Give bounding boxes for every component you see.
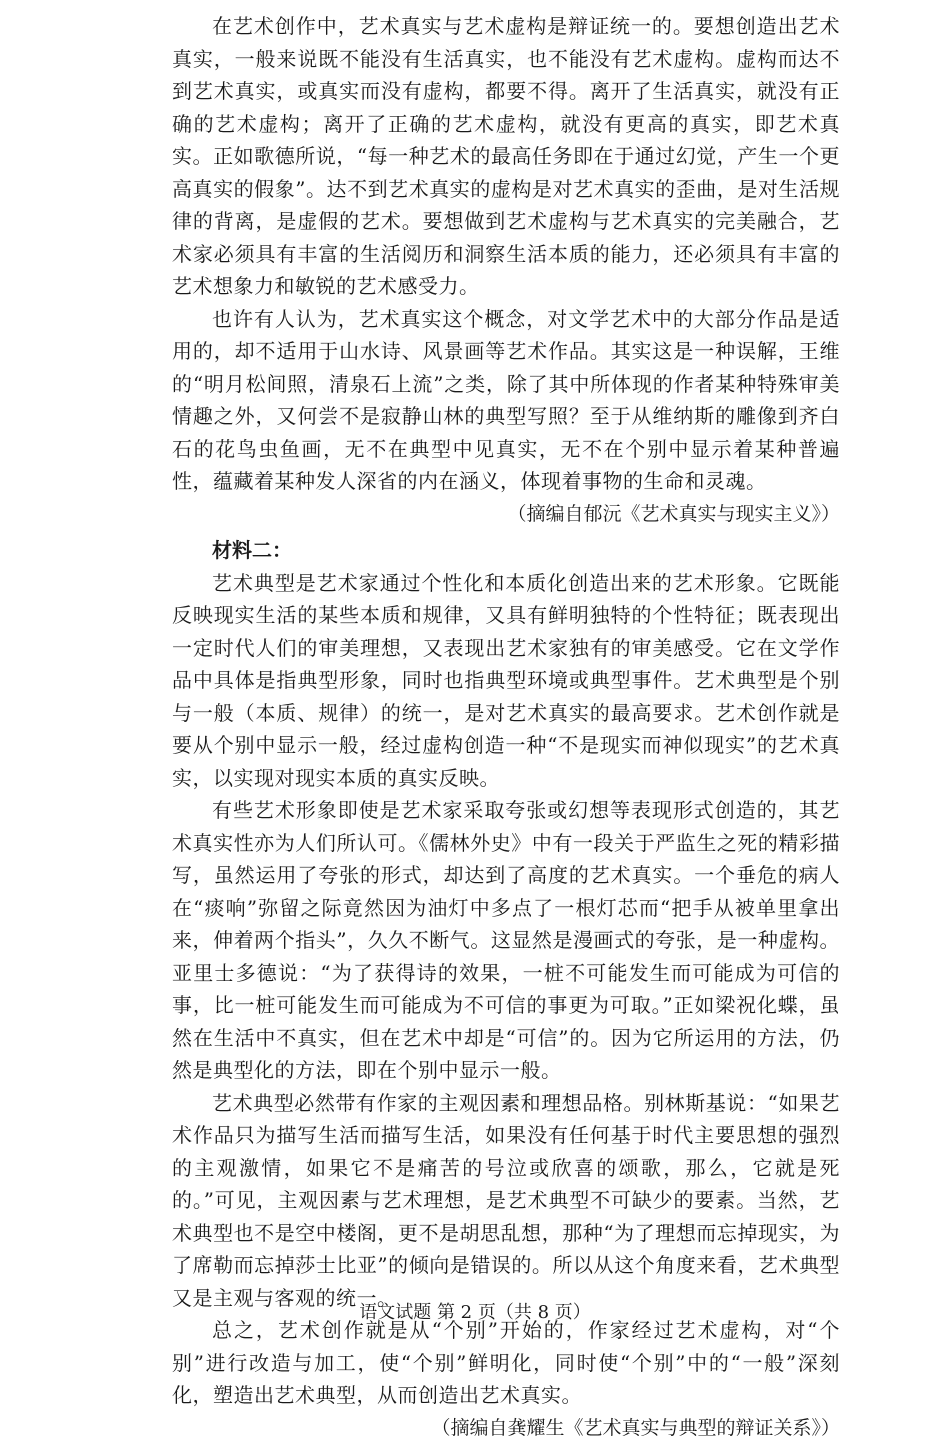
page-footer: 语文试题 第 2 页（共 8 页） (0, 1300, 950, 1326)
paragraph: 也许有人认为，艺术真实这个概念，对文学艺术中的大部分作品是适用的，却不适用于山水诗、风景画等艺术作品。其实这是一种误解，王维的“明月松间照，清泉石上流”之类，除了其中所体现的作者某种特殊审美情趣之外，又何尝不是寂静山林的典型写照？至于从维纳斯的雕像到齐白石的花鸟虫鱼画，无不在典型中见真实，无不在个别中显示着某种普遍性，蕴藏着某种发人深省的内在涵义，体现着事物的生命和灵魂。 (172, 303, 840, 498)
paragraph: 艺术典型是艺术家通过个性化和本质化创造出来的艺术形象。它既能反映现实生活的某些本质和规律，又具有鲜明独特的个性特征；既表现出一定时代人们的审美理想，又表现出艺术家独有的审美感受。它在文学作品中具体是指典型形象，同时也指典型环境或典型事件。艺术典型是个别与一般（本质、规律）的统一，是对艺术真实的最高要求。艺术创作就是要从个别中显示一般，经过虚构创造一种“不是现实而神似现实”的艺术真实，以实现对现实本质的真实反映。 (172, 567, 840, 795)
section-heading: 材料二： (172, 534, 840, 567)
paragraph: 在艺术创作中，艺术真实与艺术虚构是辩证统一的。要想创造出艺术真实，一般来说既不能没有生活真实，也不能没有艺术虚构。虚构而达不到艺术真实，或真实而没有虚构，都要不得。离开了生活真实，就没有正确的艺术虚构；离开了正确的艺术虚构，就没有更高的真实，即艺术真实。正如歌德所说，“每一种艺术的最高任务即在于通过幻觉，产生一个更高真实的假象”。达不到艺术真实的虚构是对艺术真实的歪曲，是对生活规律的背离，是虚假的艺术。要想做到艺术虚构与艺术真实的完美融合，艺术家必须具有丰富的生活阅历和洞察生活本质的能力，还必须具有丰富的艺术想象力和敏锐的艺术感受力。 (172, 10, 840, 303)
paragraph: 艺术典型必然带有作家的主观因素和理想品格。别林斯基说：“如果艺术作品只为描写生活而描写生活，如果没有任何基于时代主要思想的强烈的主观激情，如果它不是痛苦的号泣或欣喜的颂歌，那么，它就是死的。”可见，主观因素与艺术理想，是艺术典型不可缺少的要素。当然，艺术典型也不是空中楼阁，更不是胡思乱想，那种“为了理想而忘掉现实，为了席勒而忘掉莎士比亚”的倾向是错误的。所以从这个角度来看，艺术典型又是主观与客观的统一。 (172, 1087, 840, 1315)
source-citation: （摘编自龚耀生《艺术真实与典型的辩证关系》） (172, 1412, 840, 1444)
source-citation: （摘编自郁沅《艺术真实与现实主义》） (172, 498, 840, 531)
paragraph: 总之，艺术创作就是从“个别”开始的，作家经过艺术虚构，对“个别”进行改造与加工，使“个别”鲜明化，同时使“个别”中的“一般”深刻化，塑造出艺术典型，从而创造出艺术真实。 (172, 1314, 840, 1412)
paragraph: 有些艺术形象即使是艺术家采取夸张或幻想等表现形式创造的，其艺术真实性亦为人们所认可。《儒林外史》中有一段关于严监生之死的精彩描写，虽然运用了夸张的形式，却达到了高度的艺术真实。一个垂危的病人在“痰响”弥留之际竟然因为油灯中多点了一根灯芯而“把手从被单里拿出来，伸着两个指头”，久久不断气。这显然是漫画式的夸张，是一种虚构。亚里士多德说：“为了获得诗的效果，一桩不可能发生而可能成为可信的事，比一桩可能发生而可能成为不可信的事更为可取。”正如梁祝化蝶，虽然在生活中不真实，但在艺术中却是“可信”的。因为它所运用的方法，仍然是典型化的方法，即在个别中显示一般。 (172, 794, 840, 1087)
reading-passage (172, 10, 840, 1444)
material-one (172, 10, 840, 530)
